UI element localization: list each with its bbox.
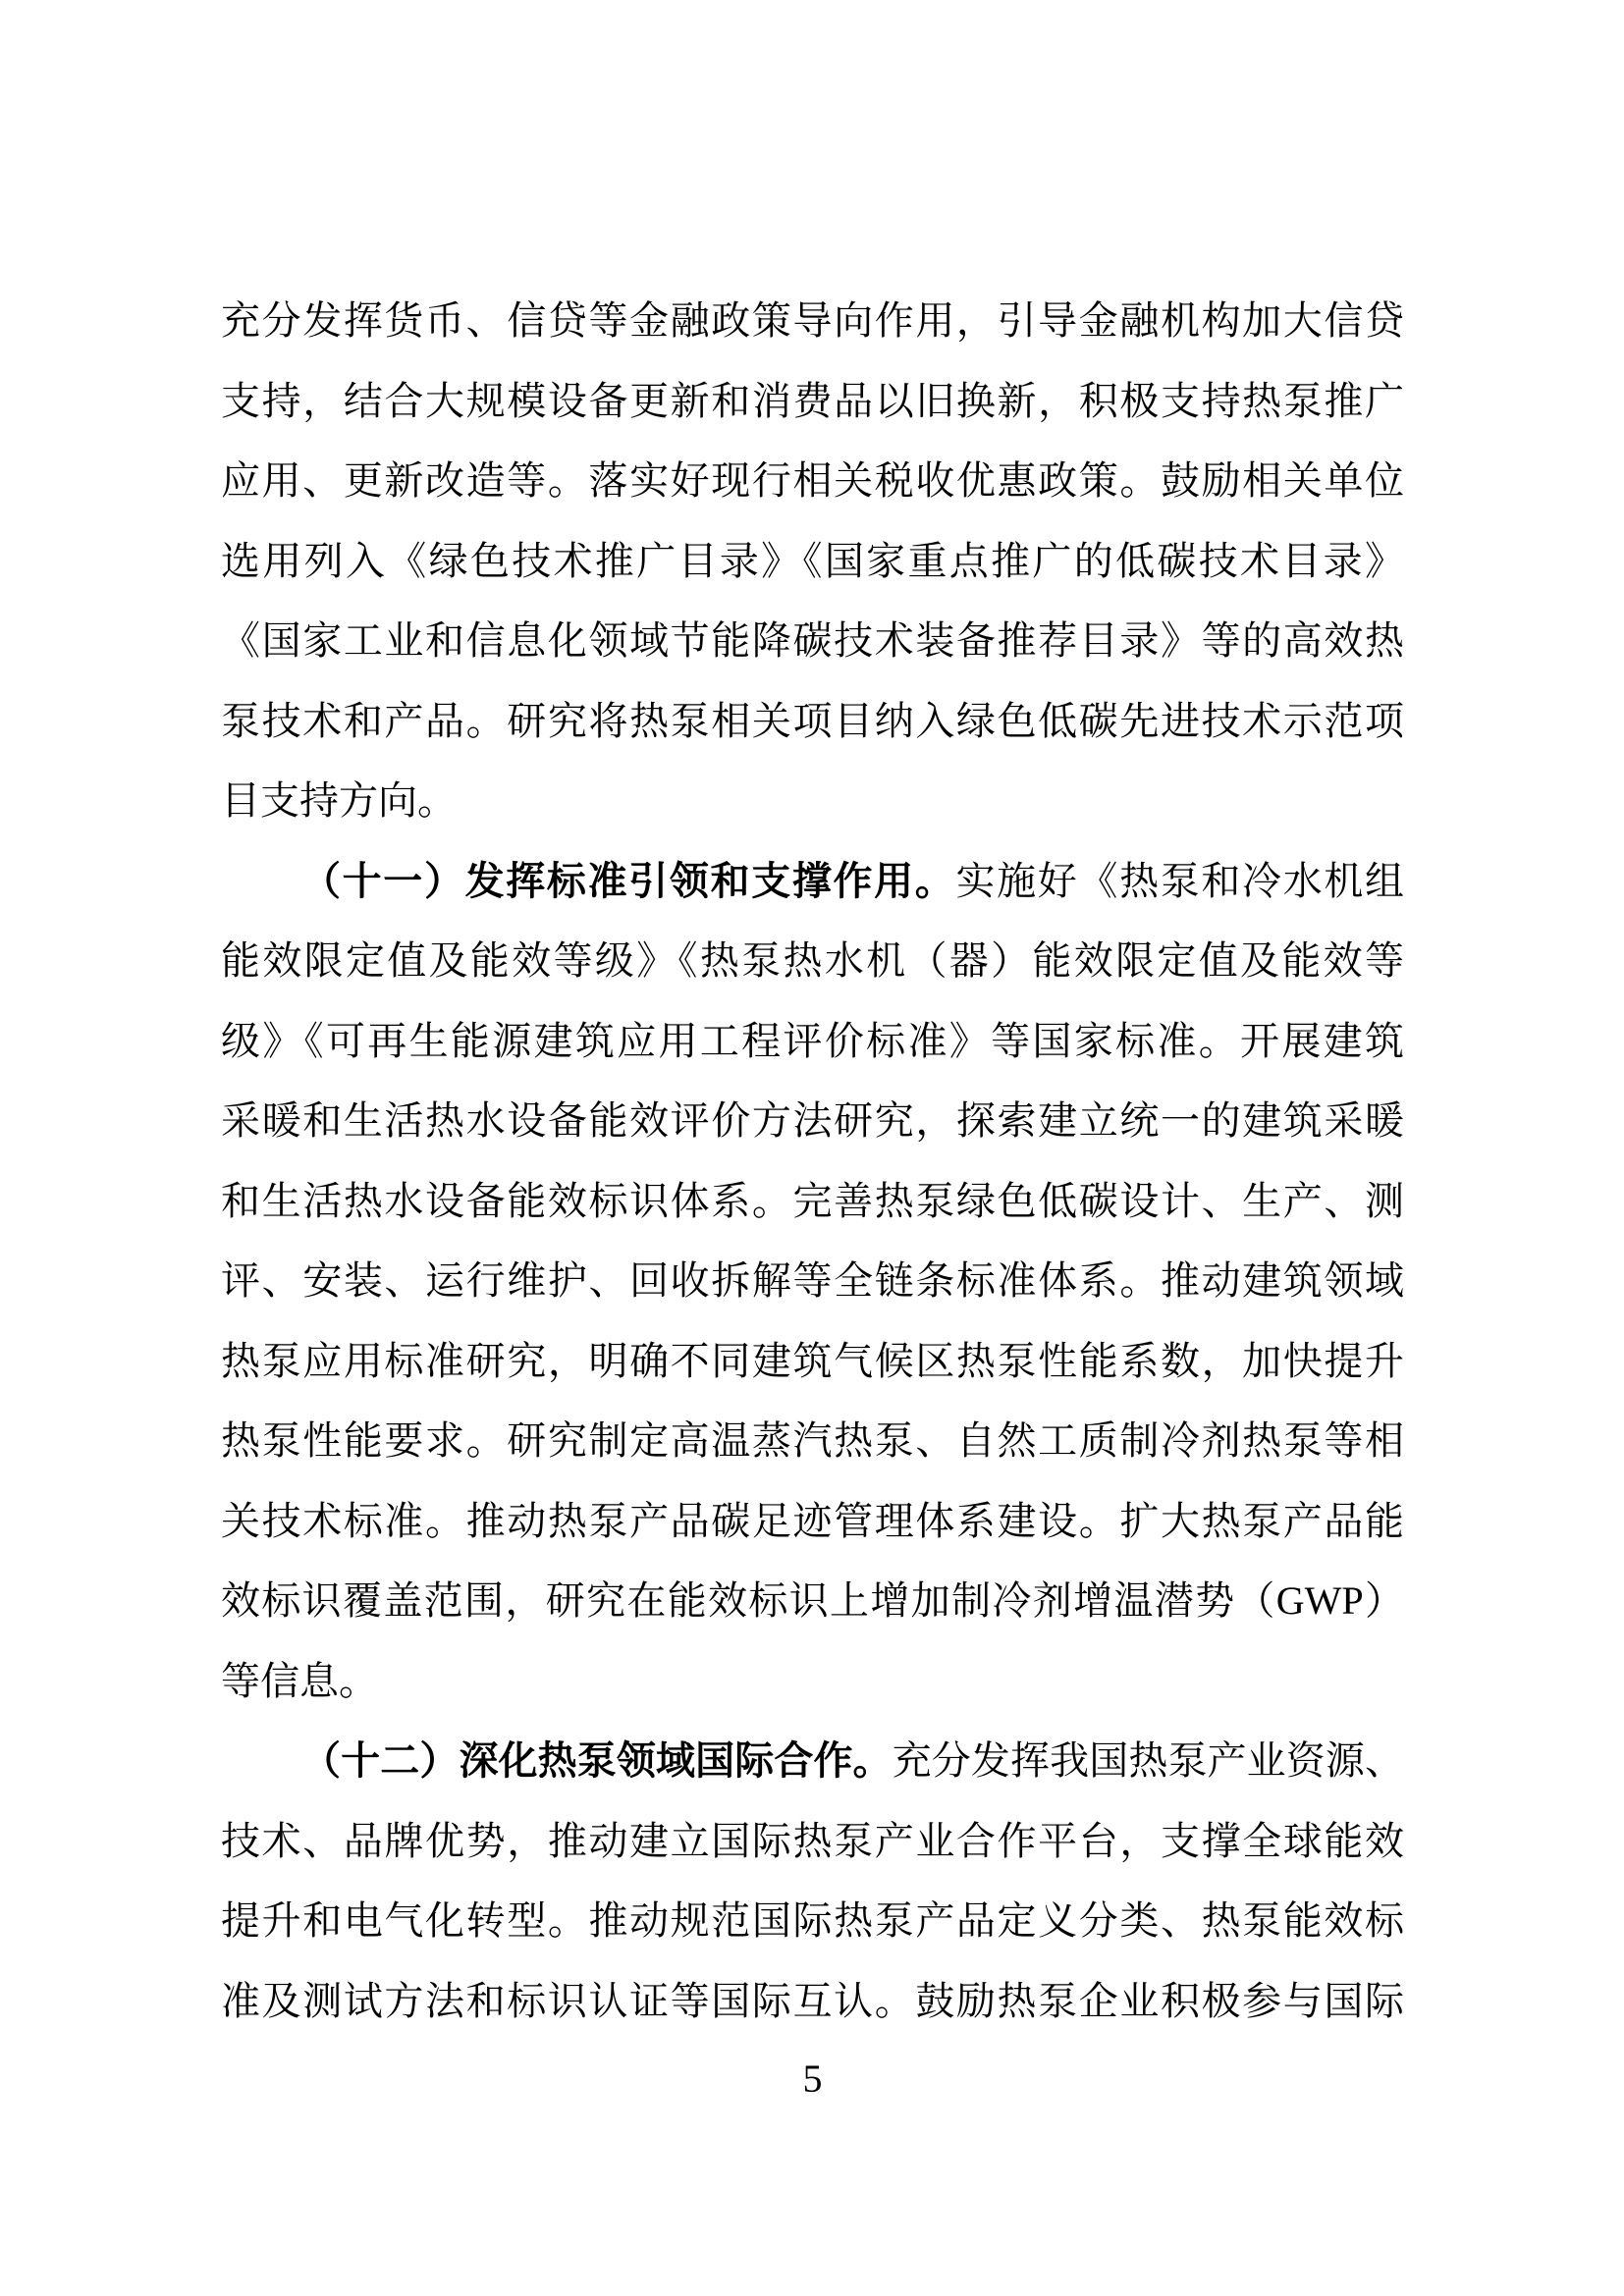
text-line: 泵技术和产品。研究将热泵相关项目纳入绿色低碳先进技术示范项 <box>221 698 1404 743</box>
paragraph-item-11 <box>221 841 1404 1722</box>
page-number: 5 <box>802 2056 823 2101</box>
text-line: 技术、品牌优势，推动建立国际热泵产业合作平台，支撑全球能效 <box>221 1818 1404 1863</box>
text-line: 《国家工业和信息化领域节能降碳技术装备推荐目录》等的高效热 <box>221 618 1404 663</box>
text-line: 支持，结合大规模设备更新和消费品以旧换新，积极支持热泵推广 <box>221 378 1404 423</box>
text-line: 等信息。 <box>221 1658 378 1703</box>
text-line: 能效限定值及能效等级》《热泵热水机（器）能效限定值及能效等 <box>221 938 1404 983</box>
text-line: 提升和电气化转型。推动规范国际热泵产品定义分类、热泵能效标 <box>221 1898 1404 1943</box>
text-line: 热泵应用标准研究，明确不同建筑气候区热泵性能系数，加快提升 <box>221 1338 1404 1383</box>
text-line <box>221 1721 1404 1801</box>
paragraph-continuation <box>221 281 1404 841</box>
body-text: 充分发挥我国热泵产业资源、 <box>892 1738 1405 1783</box>
text-line: 准及测试方法和标识认证等国际互认。鼓励热泵企业积极参与国际 <box>221 1978 1404 2023</box>
text-line: 热泵性能要求。研究制定高温蒸汽热泵、自然工质制冷剂热泵等相 <box>221 1418 1404 1463</box>
text-line: 目支持方向。 <box>221 778 457 823</box>
document-body <box>221 281 1404 2041</box>
text-line: 采暖和生活热水设备能效评价方法研究，探索建立统一的建筑采暖 <box>221 1098 1404 1143</box>
text-line: 效标识覆盖范围，研究在能效标识上增加制冷剂增温潜势（GWP） <box>221 1578 1404 1623</box>
body-text: 实施好《热泵和冷水机组 <box>955 858 1405 903</box>
text-line <box>221 841 1404 922</box>
section-heading: （十一）发挥标准引领和支撑作用。 <box>301 858 956 903</box>
section-heading: （十二）深化热泵领域国际合作。 <box>301 1738 893 1783</box>
text-line: 和生活热水设备能效标识体系。完善热泵绿色低碳设计、生产、测 <box>221 1178 1404 1223</box>
text-line: 应用、更新改造等。落实好现行相关税收优惠政策。鼓励相关单位 <box>221 458 1404 503</box>
text-line: 关技术标准。推动热泵产品碳足迹管理体系建设。扩大热泵产品能 <box>221 1498 1404 1543</box>
text-line: 级》《可再生能源建筑应用工程评价标准》等国家标准。开展建筑 <box>221 1018 1404 1063</box>
text-line: 选用列入《绿色技术推广目录》《国家重点推广的低碳技术目录》 <box>221 538 1404 583</box>
text-line: 充分发挥货币、信贷等金融政策导向作用，引导金融机构加大信贷 <box>221 298 1404 343</box>
paragraph-item-12 <box>221 1721 1404 2041</box>
text-line: 评、安装、运行维护、回收拆解等全链条标准体系。推动建筑领域 <box>221 1258 1404 1303</box>
